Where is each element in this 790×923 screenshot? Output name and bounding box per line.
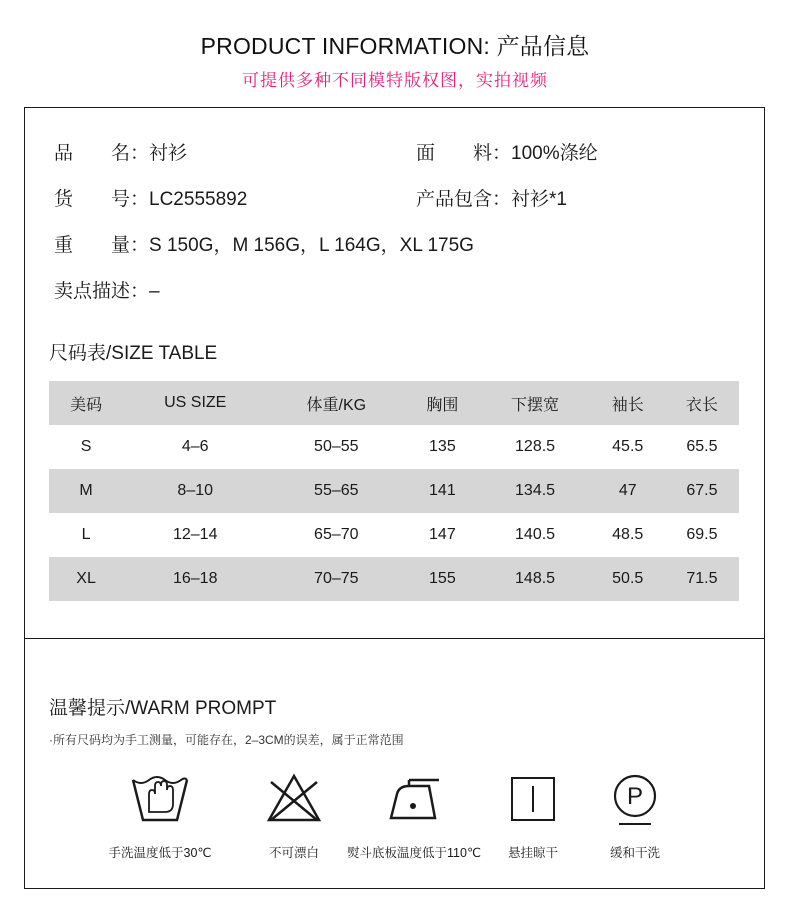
material-label: 面 料： [416,143,512,164]
size-table-title: 尺码表/SIZE TABLE [49,343,218,364]
header-hem: 下摆宽 [511,396,560,414]
contents-row [416,184,567,211]
header-us-size: US SIZE [164,394,227,411]
table-cell: 55–65 [314,482,359,499]
table-row [49,557,739,601]
table-cell: L [81,526,91,543]
table-cell: 65–70 [314,526,359,543]
sku-label: 货 号： [54,189,150,210]
section-divider [25,638,764,639]
dry-clean-label: 缓和干洗 [609,846,660,860]
table-cell: 71.5 [686,570,718,587]
selling-points-value: – [149,281,160,302]
table-cell: 16–18 [172,570,218,587]
dry-clean-p-icon [609,772,661,828]
table-cell: 8–10 [177,482,214,499]
iron-label: 熨斗底板温度低于110℃ [347,846,481,860]
table-row [49,513,739,557]
table-cell: 50.5 [612,570,644,587]
material-row [416,138,598,165]
product-name-value: 衬衫 [149,143,188,164]
table-cell: 70–75 [314,570,359,587]
sku-row [54,184,247,211]
selling-points-label: 卖点描述： [54,281,150,302]
table-cell: 147 [429,526,456,543]
line-dry-label: 悬挂晾干 [507,846,558,860]
table-cell: 45.5 [612,438,644,455]
table-cell: 65.5 [686,438,718,455]
sku-value: LC2555892 [149,189,248,210]
table-cell: 135 [429,438,456,455]
table-cell: 67.5 [686,482,718,499]
weight-row [54,230,474,257]
iron-icon [385,772,443,824]
table-cell: XL [76,570,96,587]
product-name-label: 品 名： [54,143,150,164]
page-title: PRODUCT INFORMATION: 产品信息 [200,33,590,59]
info-frame [24,107,765,889]
header-us-code: 美码 [70,396,103,414]
table-cell: 148.5 [515,570,556,587]
table-cell: 69.5 [686,526,718,543]
table-cell: 134.5 [515,482,556,499]
contents-label: 产品包含： [416,189,512,210]
table-cell: 50–55 [314,438,359,455]
table-cell: 12–14 [172,526,218,543]
contents-value: 衬衫*1 [511,189,567,210]
table-cell: 48.5 [612,526,644,543]
page-subtitle: 可提供多种不同模特版权图，实拍视频 [242,71,548,90]
weight-label: 重 量： [54,235,150,256]
size-table-header [49,381,739,425]
header-chest: 胸围 [426,396,459,414]
header-weight: 体重/KG [306,396,367,414]
warm-prompt-title: 温馨提示/WARM PROMPT [49,698,277,719]
table-cell: 128.5 [515,438,556,455]
table-cell: 140.5 [515,526,556,543]
header-length: 衣长 [685,396,718,414]
table-cell: S [80,438,92,455]
table-cell: 141 [429,482,456,499]
table-cell: 4–6 [181,438,209,455]
table-row [49,425,739,469]
no-bleach-icon [265,772,323,824]
product-name-row [54,138,187,165]
material-value: 100%涤纶 [511,143,598,164]
warm-prompt-note: ·所有尺码均为手工测量，可能存在，2–3CM的误差，属于正常范围 [49,733,404,747]
table-cell: M [79,482,93,499]
dry-clean-symbol: P [626,783,644,810]
no-bleach-label: 不可漂白 [268,846,319,860]
table-cell: 47 [618,482,637,499]
hand-wash-label: 手洗温度低于30℃ [108,846,212,860]
weight-value: S 150G，M 156G，L 164G，XL 175G [149,235,474,256]
hand-wash-icon [129,772,191,828]
line-dry-icon [509,772,557,824]
table-cell: 155 [429,570,456,587]
table-row [49,469,739,513]
selling-points-row [54,276,160,303]
header-sleeve: 袖长 [611,396,644,414]
size-table [49,381,739,601]
